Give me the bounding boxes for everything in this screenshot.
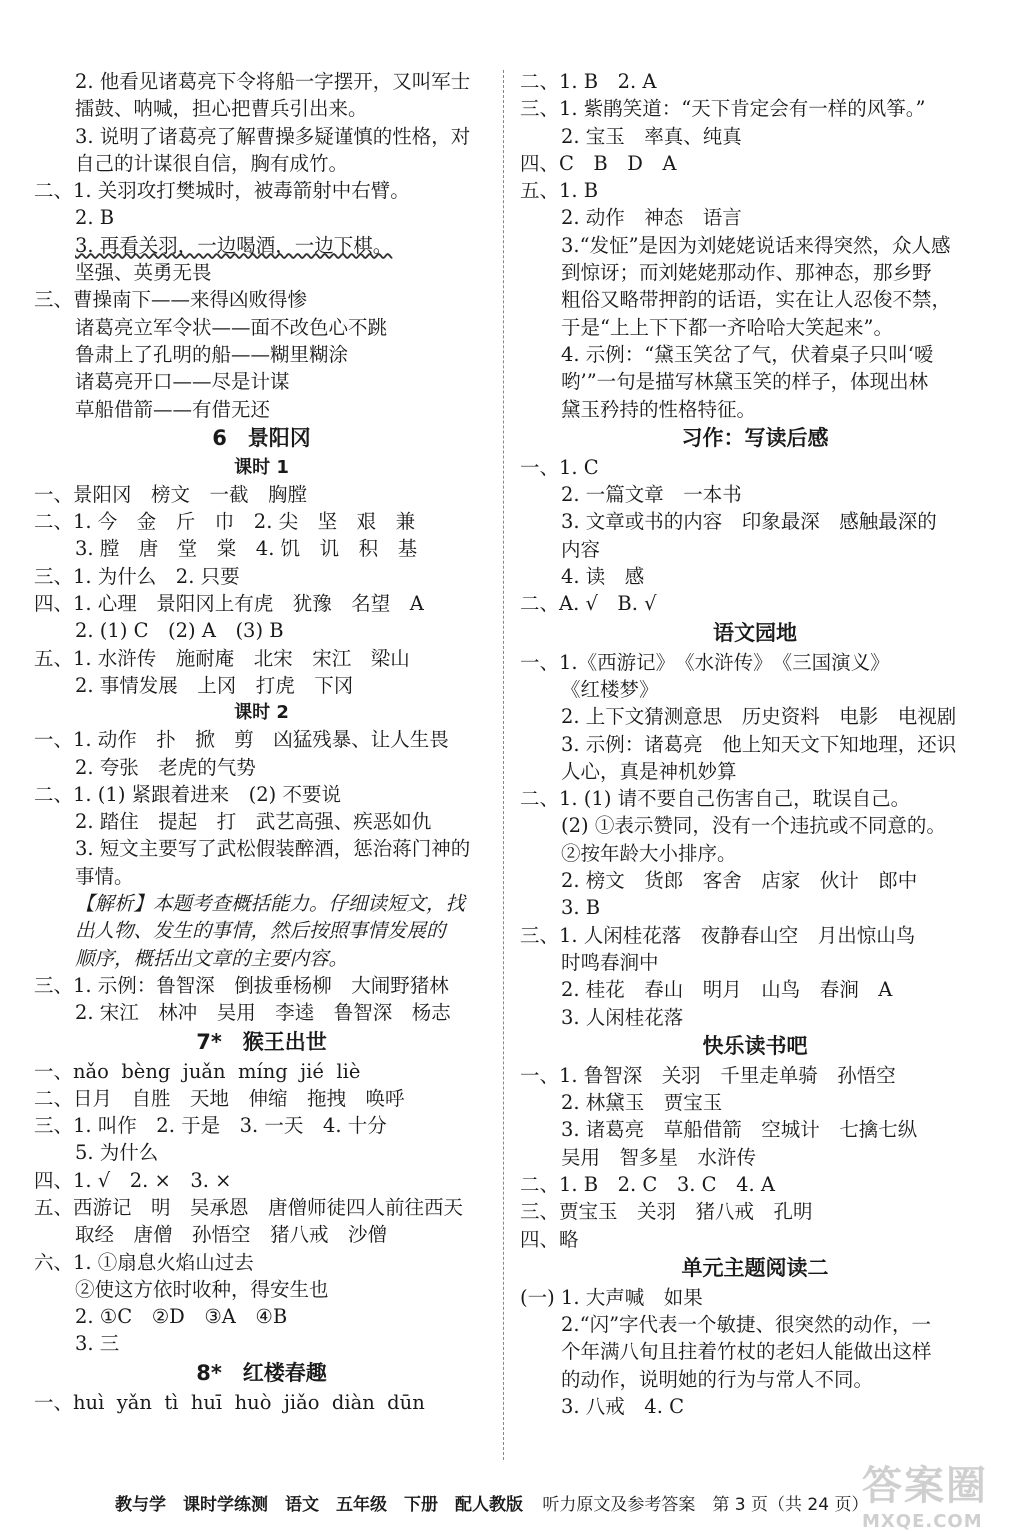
answer-line: 取经 唐僧 孙悟空 猪八戒 沙僧: [75, 1223, 388, 1247]
answer-line: 二、1. 关羽攻打樊城时，被毒箭射中右臂。: [34, 179, 410, 203]
section-heading: 快乐读书吧: [702, 1033, 808, 1058]
answer-line: 黛玉矜持的性格特征。: [561, 397, 757, 421]
answer-line: 2. (1) C (2) A (3) B: [75, 619, 284, 643]
answer-line: 事情。: [75, 864, 134, 888]
answer-line: 三、1. 紫鹃笑道：“天下肯定会有一样的风筝。”: [520, 97, 926, 121]
answer-line: 一、huì yǎn tì huī huò jiǎo diàn dūn: [34, 1390, 425, 1414]
answer-line: 3.“发怔”是因为刘姥姥说话来得突然，众人感: [561, 233, 951, 257]
answer-line: 4. 读 感: [561, 565, 645, 589]
right-column: [520, 68, 990, 1420]
answer-line: 2.“闪”字代表一个敏捷、很突然的动作，一: [561, 1313, 932, 1337]
answer-line: 于是“上上下下都一齐哈哈大笑起来”。: [561, 315, 893, 339]
answer-line: 3. 示例：诸葛亮 他上知天文下知地理，还识: [561, 732, 957, 756]
answer-line: 2. 上下文猜测意思 历史资料 电影 电视剧: [561, 705, 957, 729]
answer-line: 人心，真是神机妙算: [561, 759, 737, 783]
answer-line: 草船借箭——有借无还: [75, 397, 271, 421]
section-heading: 8* 红楼春趣: [196, 1360, 327, 1385]
answer-line: 一、景阳冈 榜文 一截 胸膛: [34, 482, 308, 506]
answer-line: 3. 再看关羽，一边喝酒，一边下棋。: [75, 233, 393, 257]
answer-line: 一、1.《西游记》 《水浒传》 《三国演义》: [520, 650, 890, 674]
answer-line: 3. 文章或书的内容 印象最深 感触最深的: [561, 510, 937, 534]
answer-line: 一、1. C: [520, 455, 599, 479]
subsection-heading: 课时 1: [234, 456, 289, 478]
answer-line: 二、1. (1) 紧跟着进来 (2) 不要说: [34, 782, 341, 806]
answer-line: 四、1. 心理 景阳冈上有虎 犹豫 名望 A: [34, 592, 424, 616]
answer-line: 时鸣春涧中: [561, 950, 659, 974]
answer-line: 坚强、英勇无畏: [75, 261, 212, 285]
section-heading: 6 景阳冈: [212, 425, 311, 450]
answer-line: 《红楼梦》: [561, 677, 659, 701]
answer-line: 2. 动作 神态 语言: [561, 206, 742, 230]
answer-line: 内容: [561, 537, 601, 561]
answer-line: 二、日月 自胜 天地 伸缩 拖拽 唤呼: [34, 1086, 405, 1110]
answer-line: 二、1. (1) 请不要自己伤害自己，耽误自己。: [520, 787, 911, 811]
footer-page-info: 听力原文及参考答案 第 3 页（共 24 页）: [542, 1495, 869, 1515]
answer-line: 诸葛亮开口——尽是计谋: [75, 370, 290, 394]
answer-line: 二、1. 今 金 斤 巾 2. 尖 坚 艰 兼: [34, 510, 416, 534]
answer-line: 3. B: [561, 896, 601, 920]
explanation-line: 顺序，概括出文章的主要内容。: [75, 946, 349, 970]
answer-line: 2. B: [75, 206, 115, 230]
answer-line: 六、1. ①扇息火焰山过去: [34, 1250, 254, 1274]
answer-line: 2. 踏住 提起 打 武艺高强、疾恶如仇: [75, 810, 432, 834]
answer-line: 粗俗又略带押韵的话语，实在让人忍俊不禁，: [561, 288, 952, 312]
answer-line: 二、1. B 2. A: [520, 70, 657, 93]
answer-line: 四、C B D A: [520, 151, 677, 175]
answer-line: 3. 短文主要写了武松假装醉酒，惩治蒋门神的: [75, 837, 471, 861]
answer-line: 三、1. 为什么 2. 只要: [34, 564, 240, 588]
answer-line: 3. 三: [75, 1332, 120, 1356]
answer-line: 3. 八戒 4. C: [561, 1395, 685, 1419]
section-heading: 7* 猴王出世: [196, 1029, 327, 1054]
answer-line: 4. 示例：“黛玉笑岔了气，伏着桌子只叫‘嗳: [561, 342, 934, 366]
answer-line: 三、1. 示例：鲁智深 倒拔垂杨柳 大闹野猪林: [34, 973, 449, 997]
section-heading: 语文园地: [713, 620, 797, 645]
answer-line: 三、1. 人闲桂花落 夜静春山空 月出惊山鸟: [520, 923, 916, 947]
answer-line: 一、1. 动作 扑 掀 剪 凶猛残暴、让人生畏: [34, 728, 449, 752]
section-heading: 习作：写读后感: [681, 425, 829, 450]
answer-line: 三、贾宝玉 关羽 猪八戒 孔明: [520, 1200, 813, 1224]
answer-line: 5. 为什么: [75, 1141, 159, 1165]
answer-line: (2) ①表示赞同，没有一个违抗或不同意的。: [561, 814, 946, 838]
answer-line: 一、1. 鲁智深 关羽 千里走单骑 孙悟空: [520, 1063, 896, 1087]
answer-line: 2. 榜文 货郎 客舍 店家 伙计 郎中: [561, 869, 918, 893]
answer-line: 哟’”一句是描写林黛玉笑的样子，体现出林: [561, 370, 929, 394]
subsection-heading: 课时 2: [234, 702, 289, 724]
answer-line: 自己的计谋很自信，胸有成竹。: [75, 151, 349, 175]
answer-line: 鲁肃上了孔明的船——糊里糊涂: [75, 342, 349, 366]
answer-line: (一) 1. 大声喊 如果: [520, 1285, 703, 1309]
answer-line: 3. 人闲桂花落: [561, 1005, 684, 1029]
explanation-line: 出人物、发生的事情，然后按照事情发展的: [75, 919, 446, 943]
left-column: [34, 68, 489, 1416]
answer-line: 到惊讶；而刘姥姥那动作、那神态，那乡野: [561, 261, 932, 285]
answer-line: 2. 事情发展 上冈 打虎 下冈: [75, 673, 354, 697]
answer-line: 3. 说明了诸葛亮了解曹操多疑谨慎的性格，对: [75, 124, 471, 148]
answer-line: 的动作，说明她的行为与常人不同。: [561, 1367, 874, 1391]
answer-line: ②使这方依时收种，得安生也: [75, 1277, 329, 1301]
answer-line: 五、1. 水浒传 施耐庵 北宋 宋江 梁山: [34, 646, 410, 670]
answer-line: 三、1. 叫作 2. 于是 3. 一天 4. 十分: [34, 1114, 387, 1138]
answer-line: 3. 诸葛亮 草船借箭 空城计 七擒七纵: [561, 1118, 918, 1142]
answer-line: 2. 宝玉 率真、纯真: [561, 124, 742, 148]
answer-line: 一、nǎo bèng juǎn míng jié liè: [34, 1059, 361, 1083]
answer-line: 2. 宋江 林冲 吴用 李逵 鲁智深 杨志: [75, 1001, 451, 1025]
answer-line: 吴用 智多星 水浒传: [561, 1145, 757, 1169]
answer-line: 擂鼓、呐喊，担心把曹兵引出来。: [75, 97, 368, 121]
answer-line: 二、1. B 2. C 3. C 4. A: [520, 1172, 775, 1196]
answer-line: 诸葛亮立军令状——面不改色心不跳: [75, 315, 388, 339]
answer-line: 2. 一篇文章 一本书: [561, 483, 742, 507]
column-divider: [503, 70, 505, 1460]
answer-line: 五、西游记 明 吴承恩 唐僧师徒四人前往西天: [34, 1195, 464, 1219]
explanation-line: 【解析】本题考查概括能力。仔细读短文，找: [75, 892, 466, 916]
answer-line: 2. 夸张 老虎的气势: [75, 755, 256, 779]
answer-line: 五、1. B: [520, 179, 599, 203]
section-heading: 单元主题阅读二: [681, 1255, 829, 1280]
answer-line: 2. 林黛玉 贾宝玉: [561, 1091, 723, 1115]
footer-book-title: 教与学 课时学练测 语文 五年级 下册 配人教版: [115, 1495, 523, 1515]
answer-line: 2. 他看见诸葛亮下令将船一字摆开，又叫军士: [75, 70, 471, 93]
answer-line: 三、曹操南下——来得凶败得惨: [34, 288, 308, 312]
answer-line: ②按年龄大小排序。: [561, 841, 737, 865]
page-footer: [115, 1490, 915, 1515]
watermark-logo: 答案圈 MXQE.COM: [862, 1463, 988, 1532]
answer-line: 二、A. √ B. √: [520, 592, 657, 616]
answer-line: 四、1. √ 2. × 3. ×: [34, 1168, 232, 1192]
answer-line: 四、略: [520, 1227, 579, 1251]
answer-line: 个年满八旬且拄着竹杖的老妇人能做出这样: [561, 1340, 932, 1364]
answer-line: 2. 桂花 春山 明月 山鸟 春涧 A: [561, 978, 893, 1002]
answer-line: 2. ①C ②D ③A ④B: [75, 1305, 288, 1329]
answer-line: 3. 膛 唐 堂 棠 4. 饥 讥 积 基: [75, 537, 418, 561]
